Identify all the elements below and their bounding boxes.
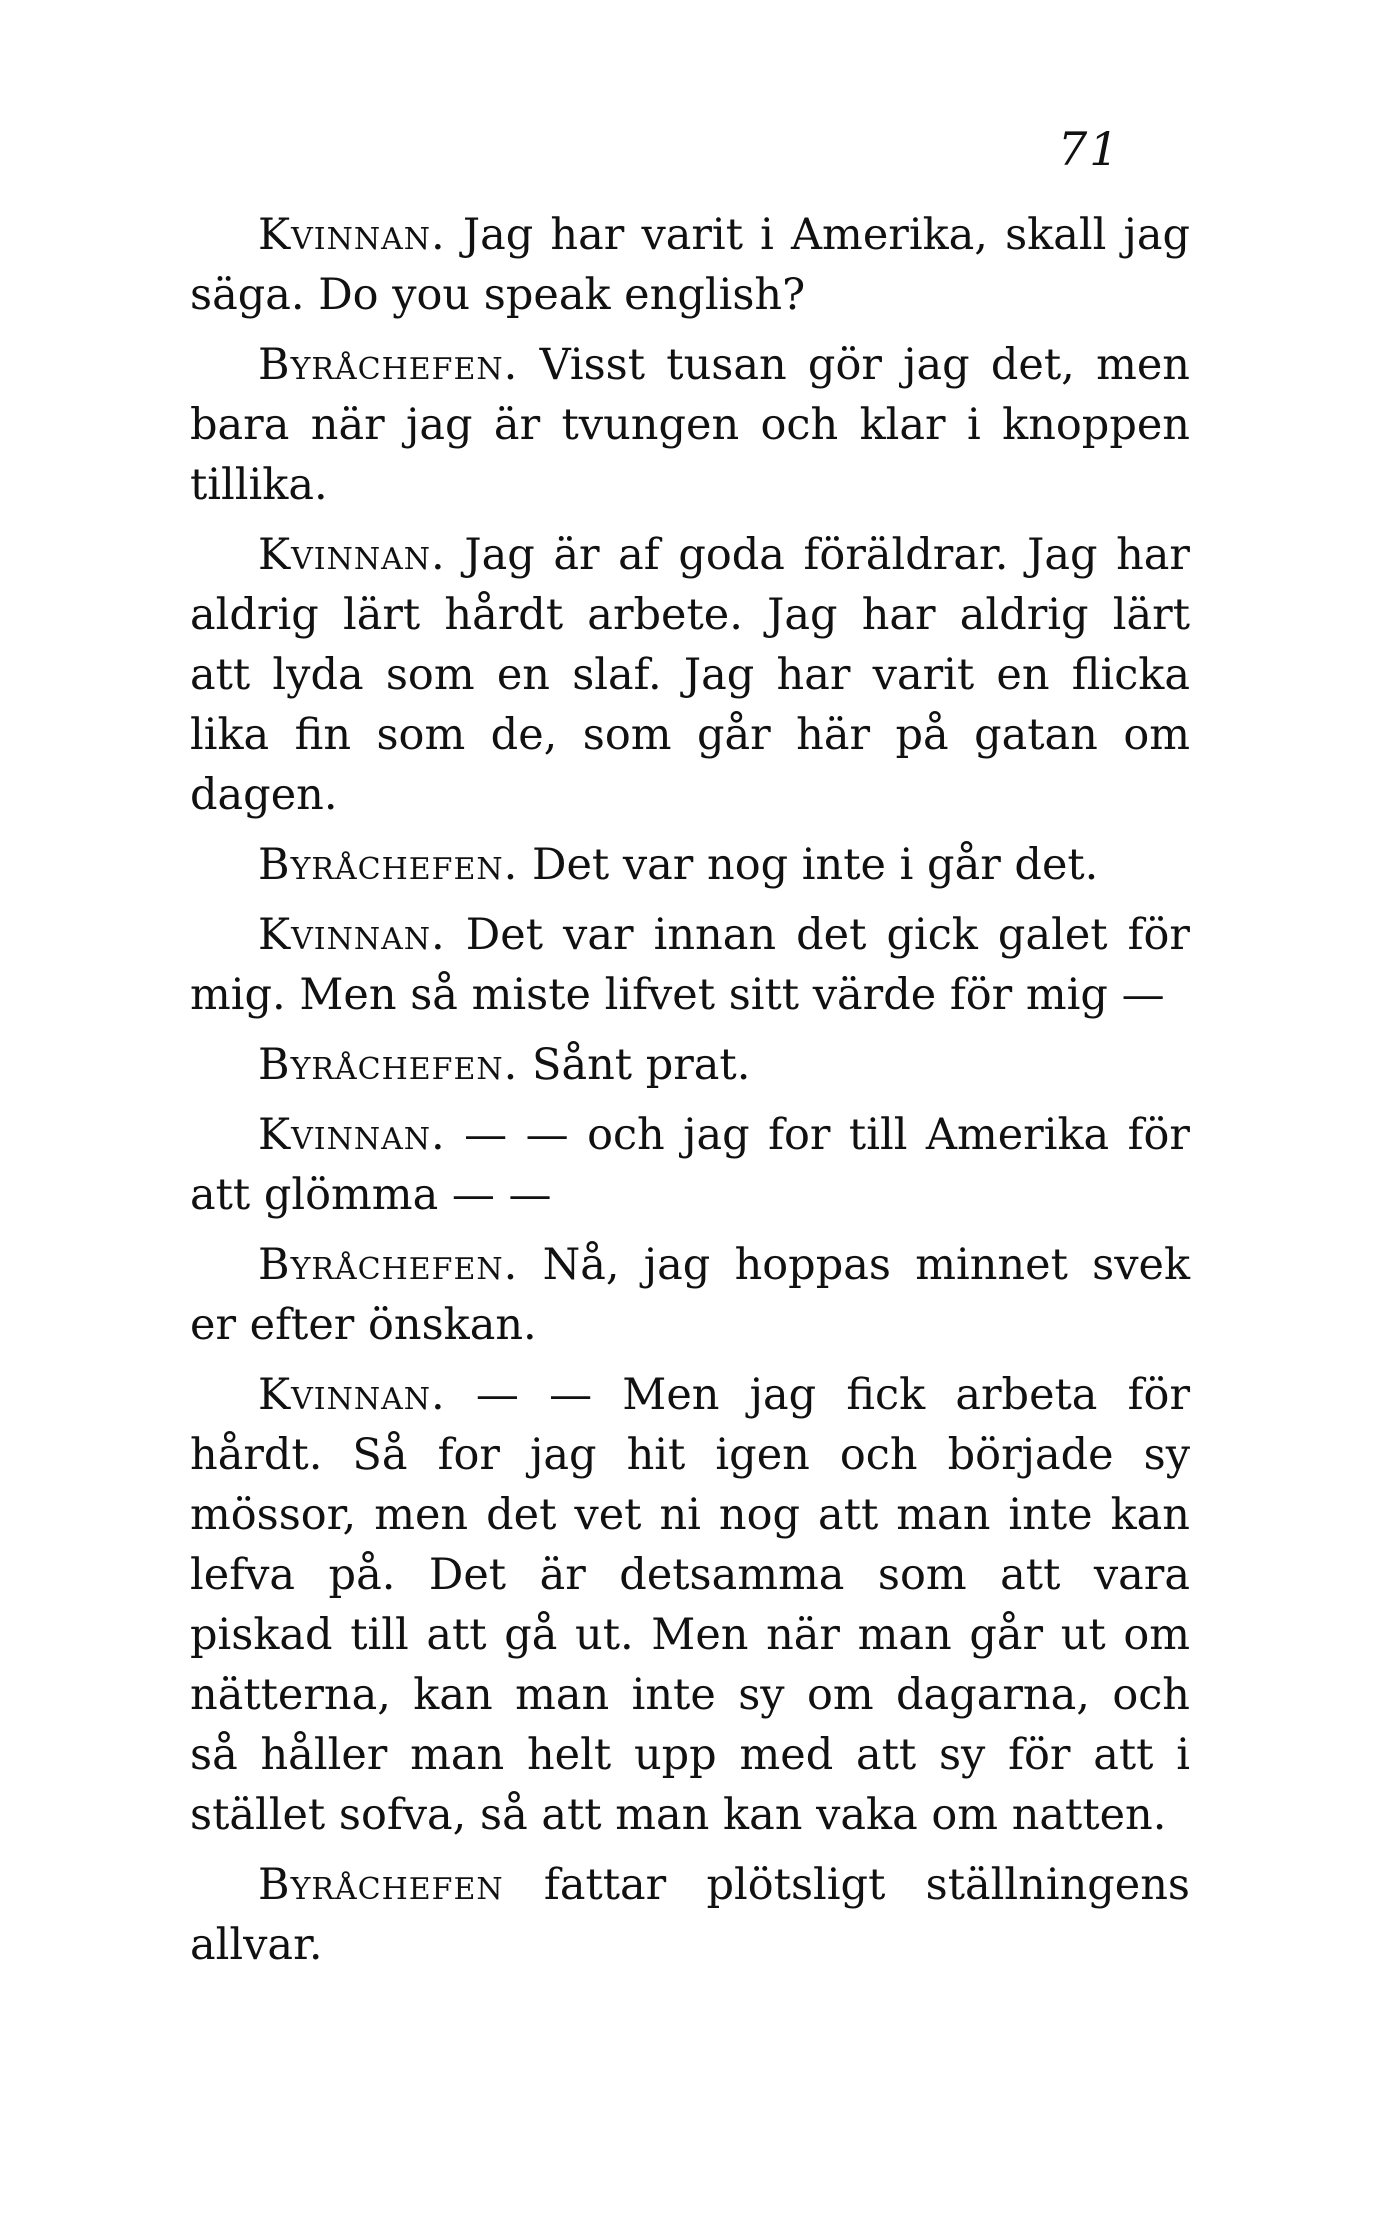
speaker-name: Byråchefen.: [258, 1240, 519, 1290]
speaker-name: Byråchefen.: [258, 840, 519, 890]
dialogue-text: Jag är af goda föräldrar. Jag har aldrig lärt hårdt arbete. Jag har aldrig lärt att lyda som en slaf. Jag har varit en flicka lika fin som de, som går här på gatan om dagen.: [190, 530, 1190, 820]
paragraph: [190, 335, 1190, 515]
paragraph: [190, 835, 1190, 895]
paragraph: [190, 1365, 1190, 1845]
speaker-name: Byråchefen.: [258, 1040, 519, 1090]
page-number: 71: [1058, 122, 1121, 176]
speaker-name: Kvinnan.: [258, 910, 446, 960]
dialogue-text: Jag har varit i Amerika, skall jag säga. Do you speak english?: [190, 210, 1190, 320]
speaker-name: Kvinnan.: [258, 210, 446, 260]
stage-direction-text: fattar plötsligt ställningens allvar.: [190, 1860, 1190, 1970]
dialogue-text: Sånt prat.: [518, 1040, 751, 1090]
dialogue-text: Visst tusan gör jag det, men bara när jag är tvungen och klar i knoppen tillika.: [190, 340, 1190, 510]
speaker-name: Byråchefen.: [258, 340, 519, 390]
dialogue-text: Nå, jag hoppas minnet svek er efter önskan.: [190, 1240, 1190, 1350]
paragraph: [190, 1235, 1190, 1355]
dialogue-text: Det var nog inte i går det.: [518, 840, 1099, 890]
speaker-name: Kvinnan.: [258, 1370, 446, 1420]
paragraph: [190, 1035, 1190, 1095]
paragraph: [190, 525, 1190, 825]
dialogue-text: — — och jag for till Amerika för att glömma — —: [190, 1110, 1190, 1220]
paragraph: [190, 1105, 1190, 1225]
paragraph: [190, 905, 1190, 1025]
speaker-name: Kvinnan.: [258, 530, 446, 580]
paragraph: [190, 205, 1190, 325]
speaker-name: Kvinnan.: [258, 1110, 446, 1160]
speaker-name: Byråchefen: [258, 1860, 504, 1910]
dialogue-text: Det var innan det gick galet för mig. Men så miste lifvet sitt värde för mig —: [190, 910, 1190, 1020]
stage-direction: [190, 1855, 1190, 1975]
body-text: [190, 205, 1190, 1985]
dialogue-text: — — Men jag fick arbeta för hårdt. Så for jag hit igen och började sy mössor, men det vet ni nog att man inte kan lefva på. Det är detsamma som att vara piskad till att gå ut. Men när man går ut om nätterna, kan man inte sy om dagarna, och så håller man helt upp med att sy för att i stället sofva, så att man kan vaka om natten.: [190, 1370, 1190, 1840]
